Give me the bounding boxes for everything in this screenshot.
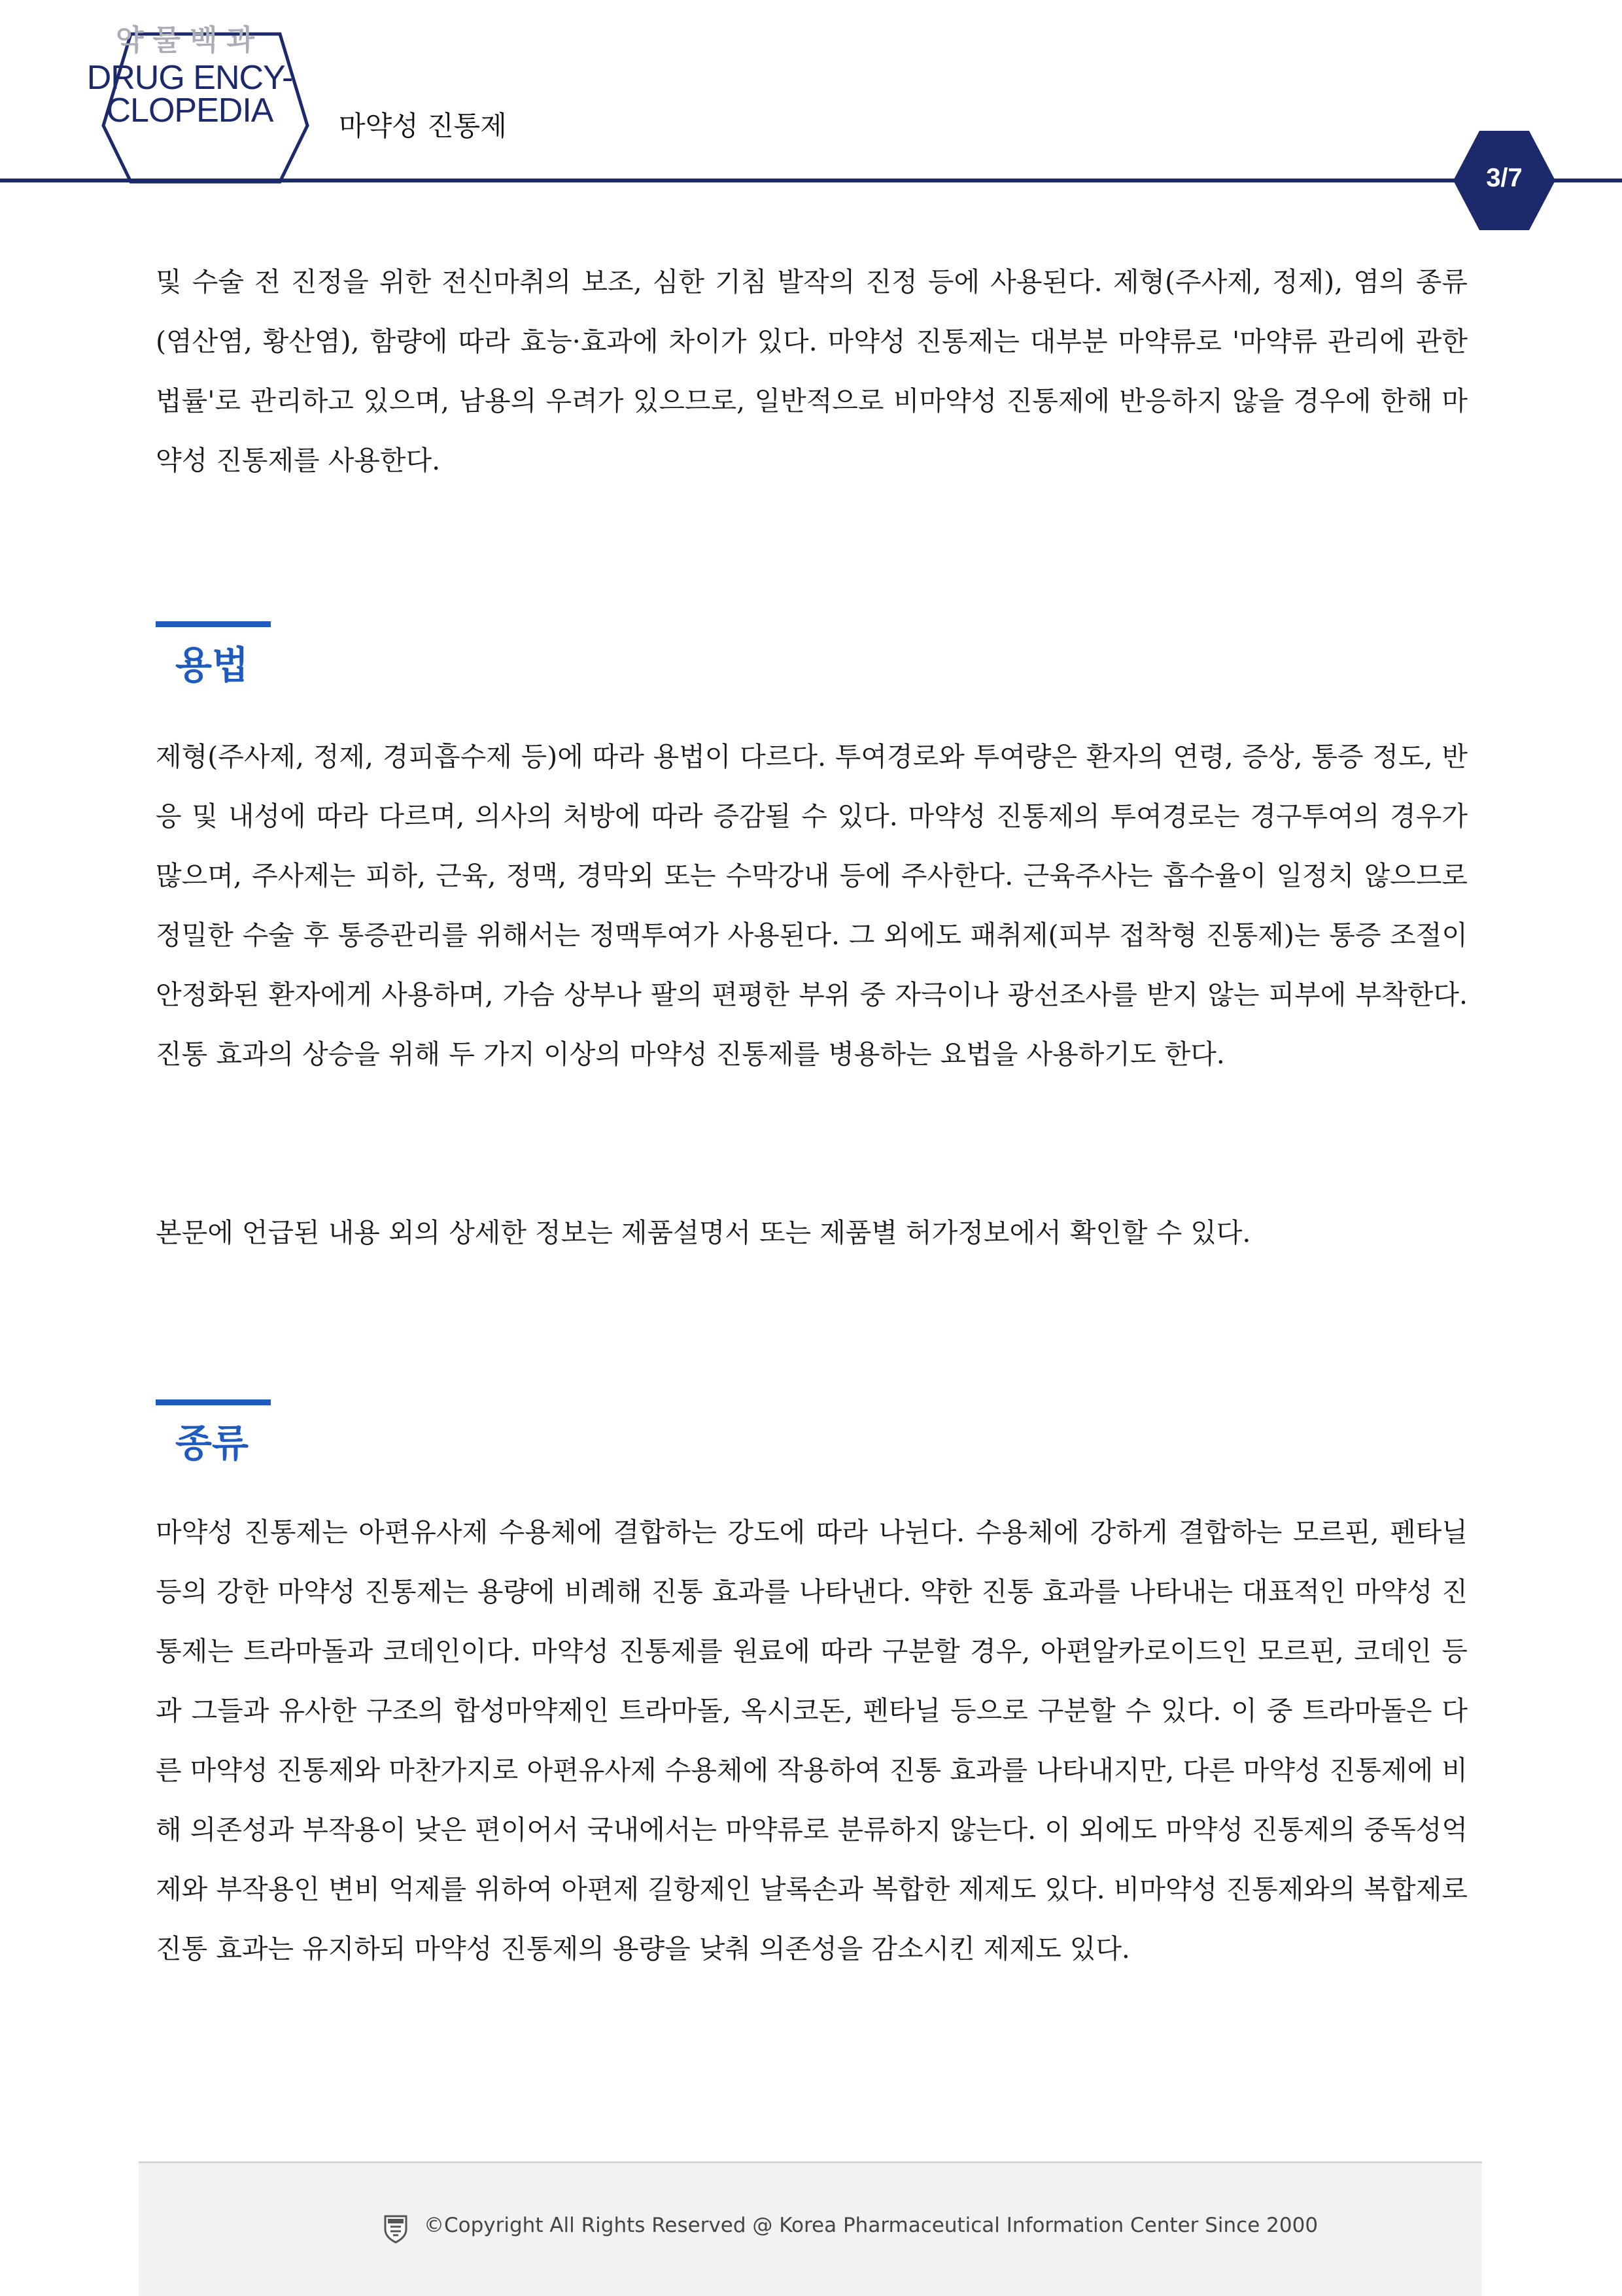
- intro-paragraph: 및 수술 전 진정을 위한 전신마취의 보조, 심한 기침 발작의 진정 등에 사용된다. 제형(주사제, 정제), 염의 종류(염산염, 황산염), 함량에 따라 효능·효과에 차이가 있다. 마약성 진통제는 대부분 마약류로 '마약류 관리에 관한 법률'로 관리하고 있으며, 남용의 우려가 있으므로, 일반적으로 비마약성 진통제에 반응하지 않을 경우에 한해 마약성 진통제를 사용한다.: [156, 266, 1468, 476]
- dosage-section-bar: [156, 621, 271, 627]
- logo-line1: DRUG ENCY-: [86, 59, 293, 97]
- types-section-bar: [156, 1399, 271, 1405]
- types-section-title: 종류: [175, 1421, 249, 1465]
- types-paragraph: 마약성 진통제는 아편유사제 수용체에 결합하는 강도에 따라 나뉜다. 수용체에 강하게 결합하는 모르핀, 펜타닐 등의 강한 마약성 진통제는 용량에 비례해 진통 효과를 나타낸다. 약한 진통 효과를 나타내는 대표적인 마약성 진통제는 트라마돌과 코데인이다. 마약성 진통제를 원료에 따라 구분할 경우, 아편알카로이드인 모르핀, 코데인 등과 그들과 유사한 구조의 합성마약제인 트라마돌, 옥시코돈, 펜타닐 등으로 구분할 수 있다. 이 중 트라마돌은 다른 마약성 진통제와 마찬가지로 아편유사제 수용체에 작용하여 진통 효과를 나타내지만, 다른 마약성 진통제에 비해 의존성과 부작용이 낮은 편이어서 국내에서는 마약류로 분류하지 않는다. 이 외에도 마약성 진통제의 중독성억제와 부작용인 변비 억제를 위하여 아편제 길항제인 날록손과 복합한 제제도 있다. 비마약성 진통제와의 복합제로 진통 효과는 유지하되 마약성 진통제의 용량을 낮춰 의존성을 감소시킨 제제도 있다.: [156, 1516, 1468, 1964]
- kpic-shield-icon: [383, 2214, 409, 2244]
- page-indicator: 3/7: [1486, 163, 1523, 192]
- logo-korean: 약물백과: [115, 24, 264, 57]
- logo-line2: CLOPEDIA: [106, 92, 273, 129]
- dosage-note: 본문에 언급된 내용 외의 상세한 정보는 제품설명서 또는 제품별 허가정보에서 확인할 수 있다.: [156, 1217, 1251, 1248]
- dosage-paragraph: 제형(주사제, 정제, 경피흡수제 등)에 따라 용법이 다르다. 투여경로와 투여량은 환자의 연령, 증상, 통증 정도, 반응 및 내성에 따라 다르며, 의사의 처방에 따라 증감될 수 있다. 마약성 진통제의 투여경로는 경구투여의 경우가 많으며, 주사제는 피하, 근육, 정맥, 경막외 또는 수막강내 등에 주사한다. 근육주사는 흡수율이 일정치 않으므로 정밀한 수술 후 통증관리를 위해서는 정맥투여가 사용된다. 그 외에도 패취제(피부 접착형 진통제)는 통증 조절이 안정화된 환자에게 사용하며, 가슴 상부나 팔의 편평한 부위 중 자극이나 광선조사를 받지 않는 피부에 부착한다. 진통 효과의 상승을 위해 두 가지 이상의 마약성 진통제를 병용하는 요법을 사용하기도 한다.: [156, 741, 1468, 1070]
- dosage-section-title: 용법: [175, 643, 249, 687]
- footer-copyright: ©Copyright All Rights Reserved @ Korea Pharmaceutical Information Center Since 2000: [424, 2214, 1319, 2237]
- document-title: 마약성 진통제: [339, 110, 507, 142]
- logo: [78, 26, 301, 127]
